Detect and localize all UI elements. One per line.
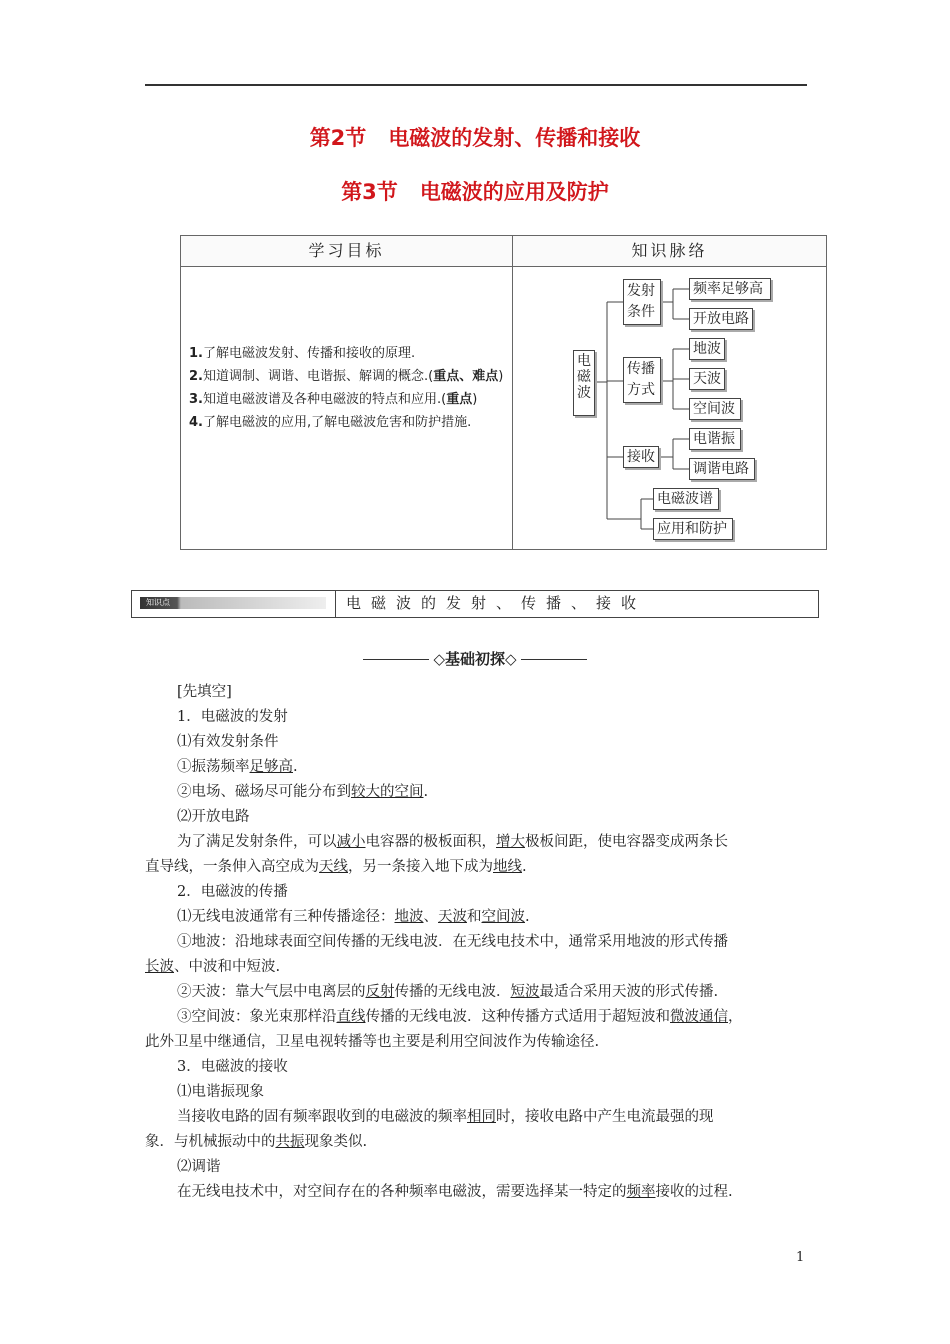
node-em-spectrum: 电磁波谱 [653, 488, 719, 510]
node-space-wave: 空间波 [689, 398, 741, 420]
title-line-2 [0, 176, 950, 206]
fill-blank-label: [先填空] [177, 684, 232, 700]
bar-divider [335, 591, 336, 617]
sub-heading: ⑴有效发射条件 [177, 734, 279, 750]
knowledge-map-header: 知识脉络 [513, 236, 826, 267]
paragraph: ③空间波：象光束那样沿直线传播的无线电波．这种传播方式适用于超短波和微波通信， [177, 1009, 743, 1025]
content-body [145, 680, 815, 1205]
paragraph: 象．与机械振动中的共振现象类似. [145, 1134, 368, 1150]
objectives-table [180, 235, 827, 550]
heading-propagation: 2．电磁波的传播 [177, 884, 288, 900]
title-2-text: 电磁波的应用及防护 [419, 180, 609, 204]
learning-goals-header: 学习目标 [181, 236, 512, 267]
node-branch-propagation: 传播方式 [623, 357, 661, 403]
node-resonance: 电谐振 [689, 428, 741, 450]
sub-heading: ⑴电谐振现象 [177, 1084, 264, 1100]
goal-item: 4.了解电磁波的应用,了解电磁波危害和防护措施. [189, 415, 472, 430]
paragraph: 直导线，一条伸入高空成为天线，另一条接入地下成为地线. [145, 859, 527, 875]
paragraph: ⑴无线电波通常有三种传播途径：地波、天波和空间波. [177, 909, 530, 925]
paragraph: 在无线电技术中，对空间存在的各种频率电磁波，需要选择某一特定的频率接收的过程. [177, 1184, 733, 1200]
knowledge-diagram [513, 267, 826, 549]
paragraph: 当接收电路的固有频率跟收到的电磁波的频率相同时，接收电路中产生电流最强的现 [177, 1109, 714, 1125]
goal-item: 2.知道调制、调谐、电谐振、解调的概念.(重点、难点) [189, 369, 504, 384]
sub-heading: ⑵开放电路 [177, 809, 250, 825]
node-branch-emit: 发射条件 [623, 279, 661, 325]
paragraph: ①振荡频率足够高. [177, 759, 298, 775]
page-number: 1 [796, 1250, 805, 1265]
knowledge-point-tag: 知识点 [140, 597, 326, 609]
node-tuning-circuit: 调谐电路 [689, 458, 755, 480]
node-open-circuit: 开放电路 [689, 308, 753, 330]
node-ground-wave: 地波 [689, 338, 725, 360]
node-sky-wave: 天波 [689, 368, 725, 390]
node-root: 电磁波 [573, 350, 595, 416]
paragraph: 为了满足发射条件，可以减小电容器的极板面积，增大极板间距，使电容器变成两条长 [177, 834, 728, 850]
goals-list [189, 342, 507, 434]
paragraph: ①地波：沿地球表面空间传播的无线电波．在无线电技术中，通常采用地波的形式传播 [177, 934, 728, 950]
paragraph: 此外卫星中继通信，卫星电视转播等也主要是利用空间波作为传输途径. [145, 1034, 600, 1050]
heading-emission: 1．电磁波的发射 [177, 709, 288, 725]
title-1-text: 电磁波的发射、传播和接收 [388, 126, 641, 150]
title-1-number: 第2节 [309, 126, 367, 150]
paragraph: ②天波：靠大气层中电离层的反射传播的无线电波．短波最适合采用天波的形式传播. [177, 984, 719, 1000]
heading-reception: 3．电磁波的接收 [177, 1059, 288, 1075]
node-freq-high: 频率足够高 [689, 278, 771, 300]
paragraph: 长波、中波和中短波. [145, 959, 281, 975]
goal-item: 3.知道电磁波谱及各种电磁波的特点和应用.(重点) [189, 392, 478, 407]
title-2-number: 第3节 [341, 180, 398, 204]
section-heading-text: ◇基础初探◇ [433, 650, 517, 668]
node-branch-receive: 接收 [623, 446, 659, 468]
section-heading [0, 648, 950, 669]
goal-item: 1.了解电磁波发射、传播和接收的原理. [189, 346, 416, 361]
top-rule [145, 84, 807, 86]
paragraph: ②电场、磁场尽可能分布到较大的空间. [177, 784, 429, 800]
sub-heading: ⑵调谐 [177, 1159, 221, 1175]
node-application: 应用和防护 [653, 518, 733, 540]
knowledge-point-title: 电磁波的发射、传播、接收 [346, 594, 647, 612]
title-line-1 [0, 122, 950, 152]
knowledge-point-bar [131, 590, 819, 618]
